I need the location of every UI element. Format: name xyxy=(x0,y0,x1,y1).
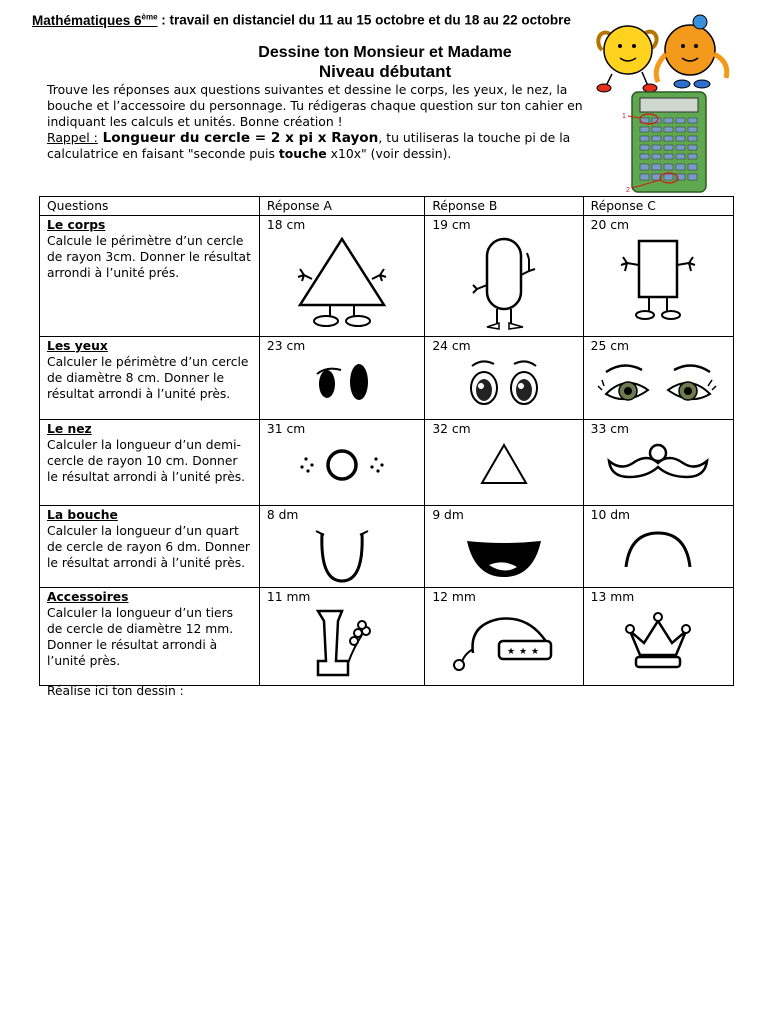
answer-c-cell xyxy=(583,588,733,686)
question-text: Calcule le périmètre d’un cercle de rayon 3cm. Donner le résultat arrondi à l’unité prés. xyxy=(47,234,251,280)
question-text: Calculer la longueur d’un quart de cercle de rayon 6 dm. Donner le résultat arrondi à l’unité près. xyxy=(47,524,250,570)
mustache-nose-drawing xyxy=(603,439,713,485)
calculator-illustration xyxy=(622,92,706,194)
answer-a-value: 8 dm xyxy=(266,508,299,522)
answer-a-cell xyxy=(259,216,424,337)
arch-mouth-drawing xyxy=(618,525,698,575)
subject-label: Mathématiques 6 xyxy=(32,12,142,28)
question-text: Calculer le périmètre d’un cercle de diamètre 8 cm. Donner le résultat arrondi à l’unité près. xyxy=(47,355,249,401)
triangle-nose-drawing xyxy=(474,439,534,489)
answer-a-value: 18 cm xyxy=(266,218,306,232)
answer-b-value: 32 cm xyxy=(432,422,471,436)
rappel-paragraph xyxy=(47,130,587,162)
answer-a-value: 23 cm xyxy=(266,339,306,353)
header-reponse-c: Réponse C xyxy=(583,197,733,216)
rappel-label: Rappel : xyxy=(47,130,98,145)
header-reponse-b: Réponse B xyxy=(425,197,583,216)
title-line-2: Niveau débutant xyxy=(318,62,452,81)
open-smile-drawing xyxy=(459,525,549,581)
table-row xyxy=(40,588,734,686)
table-row xyxy=(40,420,734,506)
oval-body-drawing xyxy=(459,235,549,335)
crown-accessory-drawing xyxy=(618,607,698,679)
question-cell xyxy=(40,588,260,686)
little-miss-sunshine-illustration xyxy=(597,26,657,92)
question-cell xyxy=(40,506,260,588)
dark-eyes-drawing xyxy=(307,356,377,406)
answer-b-cell xyxy=(425,506,583,588)
rectangle-body-drawing xyxy=(613,235,703,325)
rappel-formula: Longueur du cercle = 2 x pi x Rayon xyxy=(97,130,379,146)
drawing-area-label: Réalise ici ton dessin : xyxy=(47,684,184,698)
answer-b-value: 19 cm xyxy=(432,218,471,232)
answer-b-cell xyxy=(425,420,583,506)
lashed-eyes-drawing xyxy=(596,356,720,416)
table-header-row xyxy=(40,197,734,216)
answer-c-cell xyxy=(583,506,733,588)
answer-b-cell xyxy=(425,588,583,686)
answer-c-value: 25 cm xyxy=(590,339,629,353)
subject-superscript: ème xyxy=(141,12,158,21)
rappel-touche: touche xyxy=(278,146,327,161)
question-cell xyxy=(40,216,260,337)
big-eyes-drawing xyxy=(464,356,544,412)
triangle-body-drawing xyxy=(292,235,392,331)
answer-c-cell xyxy=(583,337,733,420)
answer-a-cell xyxy=(259,588,424,686)
instructions xyxy=(47,82,587,162)
round-nose-drawing xyxy=(292,439,392,485)
answer-b-cell xyxy=(425,337,583,420)
category-label: Le nez xyxy=(47,422,92,436)
question-cell xyxy=(40,420,260,506)
answer-a-value: 11 mm xyxy=(266,590,311,604)
table-row xyxy=(40,506,734,588)
characters-calculator-illustration xyxy=(592,12,732,194)
answer-a-cell xyxy=(259,506,424,588)
answer-c-value: 10 dm xyxy=(590,508,631,522)
header-questions: Questions xyxy=(40,197,260,216)
instructions-text: Trouve les réponses aux questions suivantes et dessine le corps, les yeux, le nez, la bouche et l’accessoire du personnage. Tu rédigeras chaque question sur ton cahier en indiquant les calculs et unités. Bonne création ! xyxy=(47,82,583,129)
answer-c-cell xyxy=(583,420,733,506)
title-line-1: Dessine ton Monsieur et Madame xyxy=(258,44,512,61)
svg-text:★: ★ xyxy=(506,647,516,657)
table-row xyxy=(40,216,734,337)
answer-b-value: 24 cm xyxy=(432,339,471,353)
table-row xyxy=(40,337,734,420)
worksheet-title xyxy=(180,44,590,82)
callout-2-label: 2 xyxy=(626,187,630,194)
callout-1-label: 1 xyxy=(622,113,626,120)
question-cell xyxy=(40,337,260,420)
answer-c-value: 20 cm xyxy=(590,218,629,232)
answer-a-cell xyxy=(259,420,424,506)
answer-c-value: 13 mm xyxy=(590,590,635,604)
mister-tickle-illustration xyxy=(656,15,727,88)
category-label: Accessoires xyxy=(47,590,129,604)
question-text: Calculer la longueur d’un demi-cercle de rayon 10 cm. Donner le résultat arrondi à l’unité près. xyxy=(47,438,246,484)
answer-b-value: 9 dm xyxy=(432,508,464,522)
category-label: La bouche xyxy=(47,508,118,522)
answer-a-value: 31 cm xyxy=(266,422,306,436)
answers-table xyxy=(39,196,734,686)
page-header xyxy=(32,12,571,28)
svg-text:★: ★ xyxy=(518,647,528,657)
answer-a-cell xyxy=(259,337,424,420)
answer-b-cell xyxy=(425,216,583,337)
answer-b-value: 12 mm xyxy=(432,590,476,604)
answer-c-cell xyxy=(583,216,733,337)
vase-flower-accessory-drawing xyxy=(302,607,382,679)
category-label: Le corps xyxy=(47,218,106,232)
header-reponse-a: Réponse A xyxy=(259,197,424,216)
rappel-text-1: , tu utiliseras la touche pi de la calculatrice en faisant "seconde puis xyxy=(47,130,571,161)
santa-hat-accessory-drawing xyxy=(449,607,559,671)
answer-c-value: 33 cm xyxy=(590,422,629,436)
question-text: Calculer la longueur d’un tiers de cercle de diamètre 12 mm. Donner le résultat arrondi à l’unité près. xyxy=(47,606,234,668)
rappel-text-2: x10x" (voir dessin). xyxy=(326,146,452,161)
category-label: Les yeux xyxy=(47,339,108,353)
u-mouth-drawing xyxy=(302,525,382,585)
header-schedule: : travail en distanciel du 11 au 15 octobre et du 18 au 22 octobre xyxy=(157,12,571,28)
svg-text:★: ★ xyxy=(530,647,540,657)
